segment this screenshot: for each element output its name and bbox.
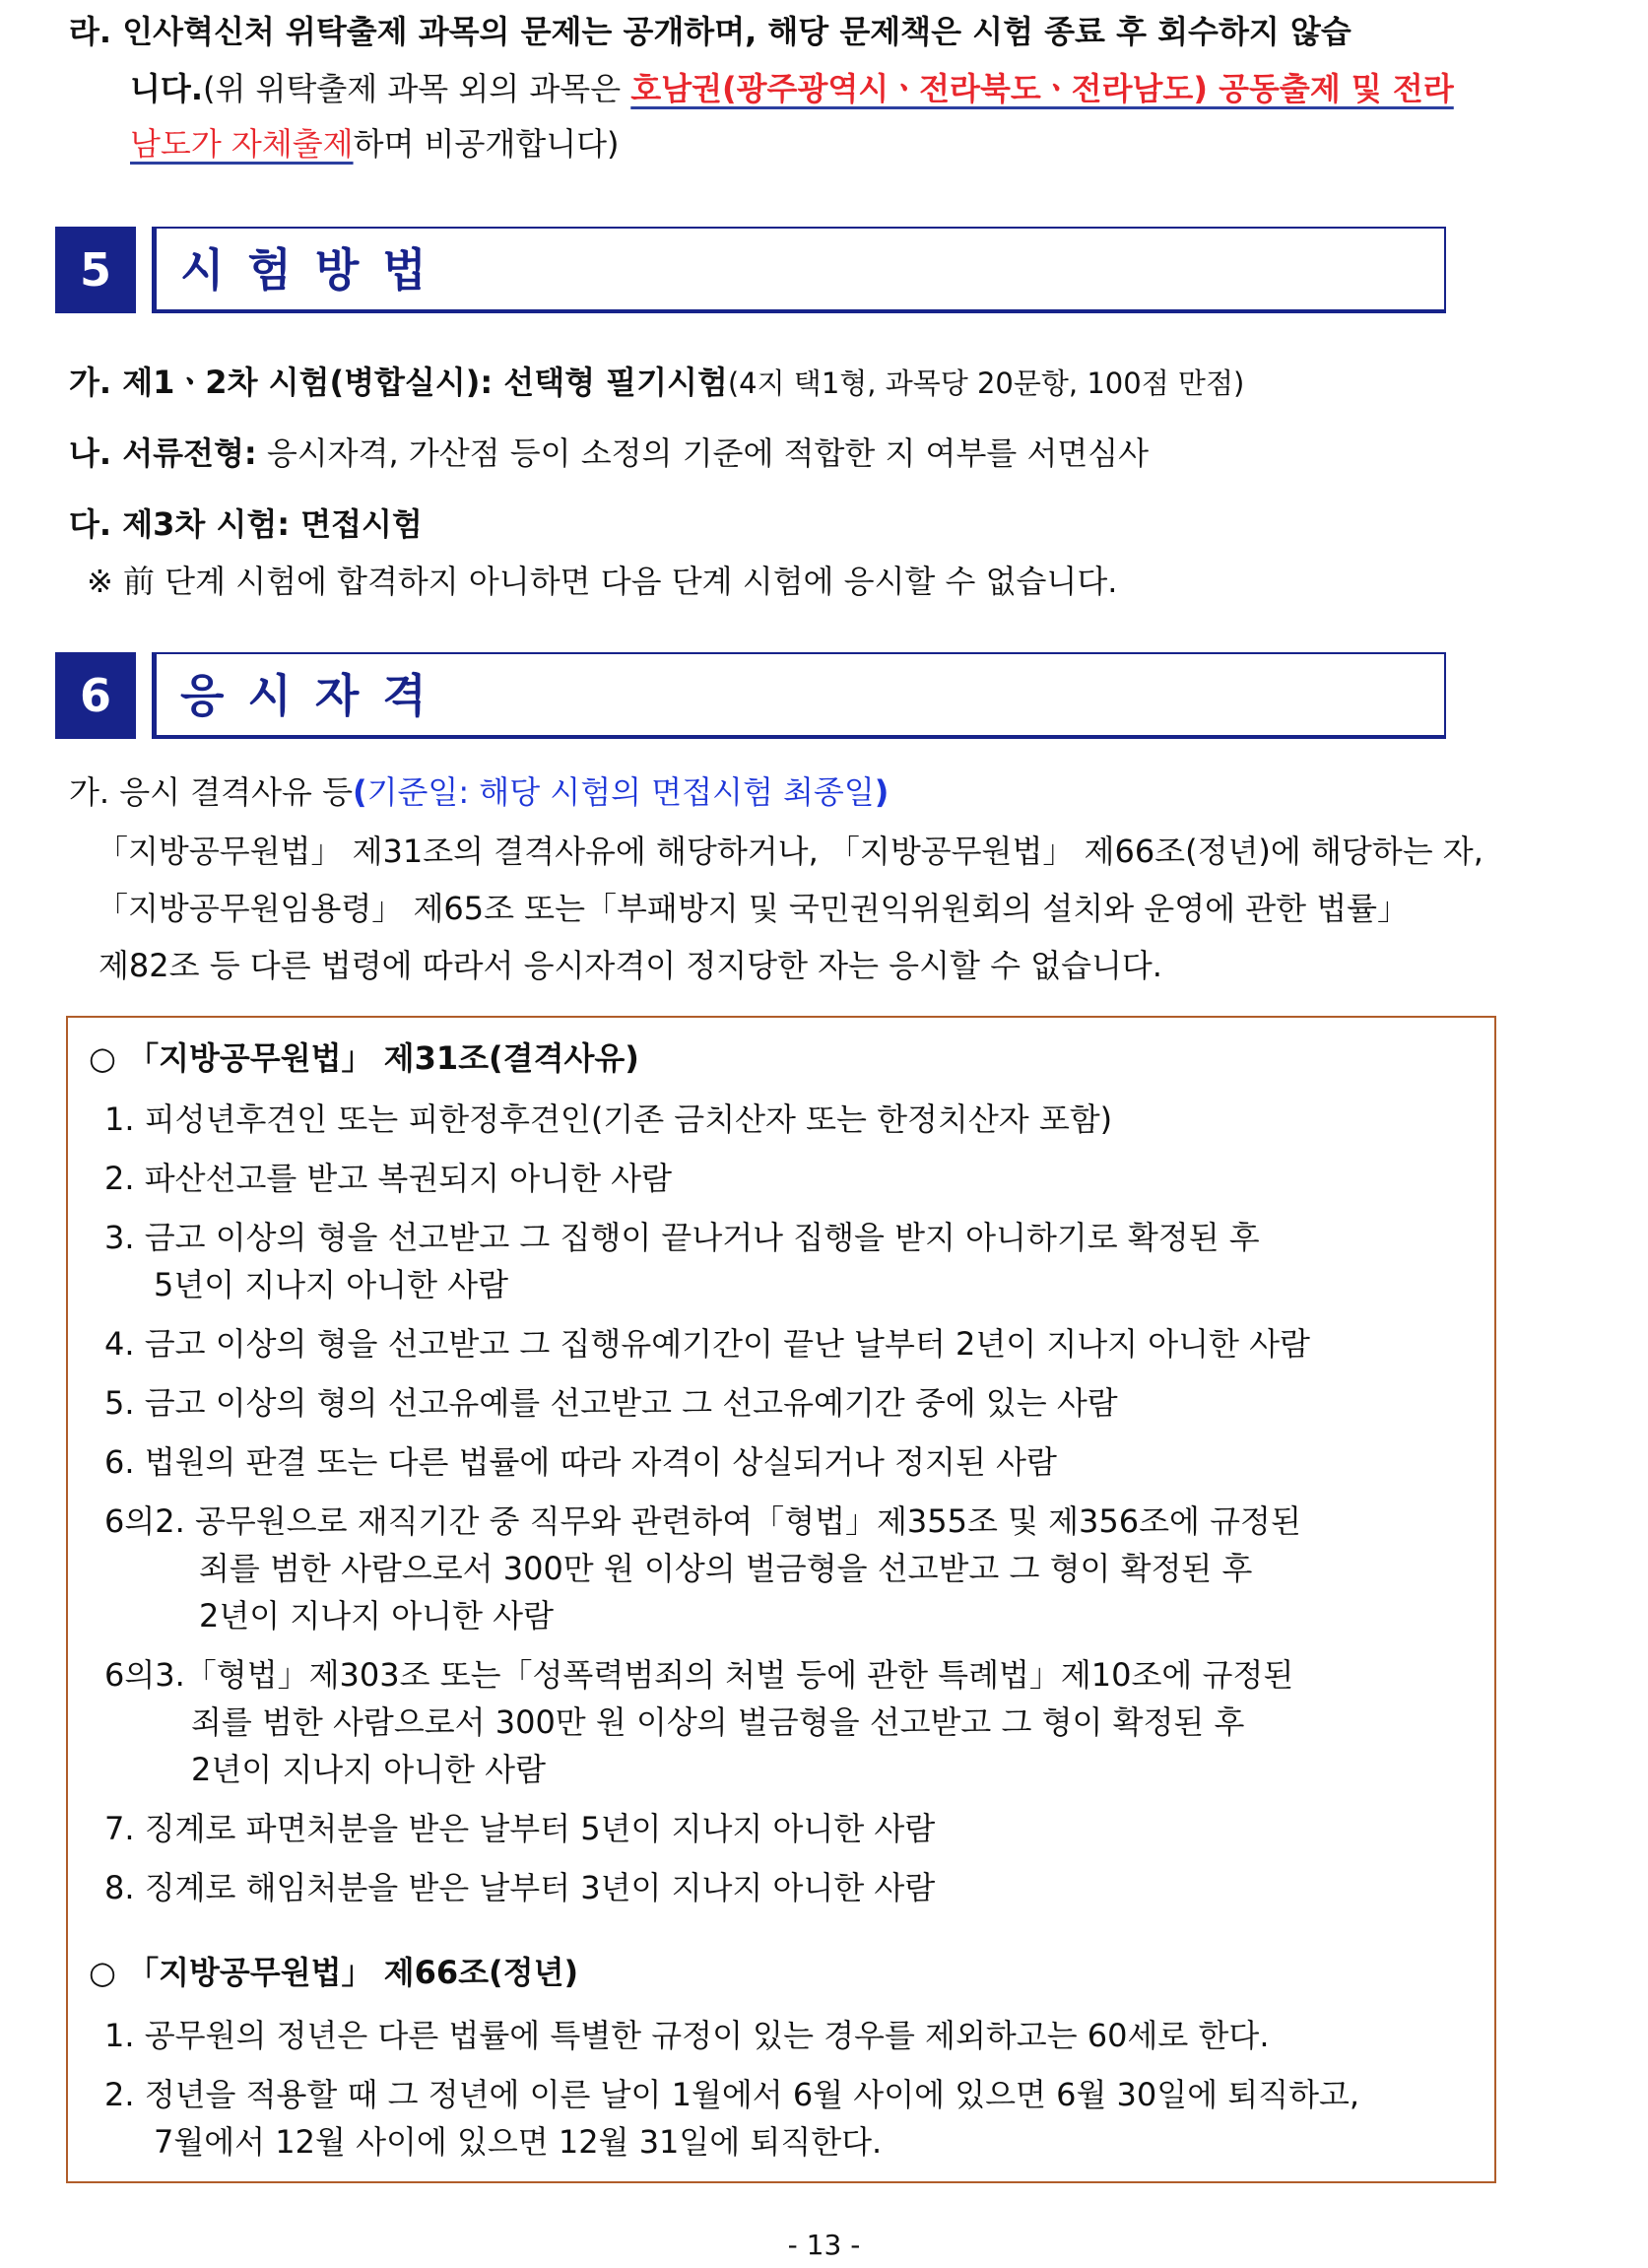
article-31-item: 5. 금고 이상의 형의 선고유예를 선고받고 그 선고유예기간 중에 있는 사람 bbox=[104, 1384, 1118, 1422]
article-31-item-continued: 2년이 지나지 아니한 사람 bbox=[199, 1597, 554, 1634]
intro-red-text-1: 호남권(광주광역시ㆍ전라북도ㆍ전라남도) 공동출제 및 전라 bbox=[630, 70, 1454, 107]
section-6-item-ga bbox=[69, 770, 889, 814]
section-5-title: 시험방법 bbox=[180, 243, 450, 297]
article-31-item: 6. 법원의 판결 또는 다른 법률에 따라 자격이 상실되거나 정지된 사람 bbox=[104, 1443, 1057, 1481]
section-5-item-ga bbox=[69, 361, 1244, 405]
section-6-ga-basis: 기준일: 해당 시험의 면접시험 최종일 bbox=[366, 773, 875, 811]
section-6-ga-paren-open: ( bbox=[352, 773, 367, 811]
article-66-heading: ○ 「지방공무원법」 제66조(정년) bbox=[89, 1954, 579, 1991]
section-6-number: 6 bbox=[55, 652, 136, 739]
intro-line-2 bbox=[130, 67, 1454, 110]
intro-line-2-text: (위 위탁출제 과목 외의 과목은 bbox=[202, 70, 631, 107]
section-6-title: 응시자격 bbox=[180, 669, 450, 722]
section-6-para-1: 「지방공무원법」 제31조의 결격사유에 해당하거나, 「지방공무원법」 제66조(정년)에 해당하는 자, bbox=[97, 833, 1483, 870]
section-5-ga-detail: (4지 택1형, 과목당 20문항, 100점 만점) bbox=[727, 367, 1245, 400]
article-31-item-continued: 죄를 범한 사람으로서 300만 원 이상의 벌금형을 선고받고 그 형이 확정된 후 bbox=[191, 1703, 1245, 1741]
article-31-item-continued: 2년이 지나지 아니한 사람 bbox=[191, 1751, 546, 1788]
article-31-heading: ○ 「지방공무원법」 제31조(결격사유) bbox=[89, 1039, 639, 1077]
article-31-item: 8. 징계로 해임처분을 받은 날부터 3년이 지나지 아니한 사람 bbox=[104, 1869, 936, 1906]
section-5-na-label: 나. 서류전형: bbox=[69, 434, 257, 472]
article-31-item: 3. 금고 이상의 형을 선고받고 그 집행이 끝나거나 집행을 받지 아니하기로 확정된 후 bbox=[104, 1219, 1260, 1256]
section-5-ga-label: 가. 제1ㆍ2차 시험(병합실시): 선택형 필기시험 bbox=[69, 364, 728, 401]
section-5-na-detail: 응시자격, 가산점 등이 소정의 기준에 적합한 지 여부를 서면심사 bbox=[256, 434, 1150, 472]
section-6-para-2: 「지방공무원임용령」 제65조 또는「부패방지 및 국민권익위원회의 설치와 운영에 관한 법률」 bbox=[97, 890, 1410, 927]
section-5-title-box bbox=[152, 227, 1446, 313]
intro-line-2-start: 니다. bbox=[130, 70, 203, 107]
article-66-item: 2. 정년을 적용할 때 그 정년에 이른 날이 1월에서 6월 사이에 있으면 6월 30일에 퇴직하고, bbox=[104, 2076, 1360, 2113]
article-31-item-continued: 죄를 범한 사람으로서 300만 원 이상의 벌금형을 선고받고 그 형이 확정된 후 bbox=[199, 1550, 1253, 1587]
article-66-item-continued: 7월에서 12월 사이에 있으면 12월 31일에 퇴직한다. bbox=[154, 2123, 883, 2161]
section-5-item-na bbox=[69, 432, 1149, 475]
article-66-item: 1. 공무원의 정년은 다른 법률에 특별한 규정이 있는 경우를 제외하고는 60세로 한다. bbox=[104, 2017, 1270, 2054]
section-5-note: ※ 前 단계 시험에 합격하지 아니하면 다음 단계 시험에 응시할 수 없습니다. bbox=[87, 563, 1118, 600]
article-31-item: 2. 파산선고를 받고 복권되지 아니한 사람 bbox=[104, 1160, 672, 1197]
page-number: - 13 - bbox=[787, 2229, 861, 2261]
section-5-item-da: 다. 제3차 시험: 면접시험 bbox=[69, 505, 423, 543]
section-6-title-box bbox=[152, 652, 1446, 739]
section-5-number: 5 bbox=[55, 227, 136, 313]
section-6-para-3: 제82조 등 다른 법령에 따라서 응시자격이 정지당한 자는 응시할 수 없습니다. bbox=[99, 947, 1162, 984]
intro-line-3 bbox=[130, 122, 620, 166]
article-31-item: 6의2. 공무원으로 재직기간 중 직무와 관련하여「형법」제355조 및 제356조에 규정된 bbox=[104, 1502, 1301, 1540]
section-6-ga-paren-close: ) bbox=[874, 773, 890, 811]
article-31-item: 1. 피성년후견인 또는 피한정후견인(기존 금치산자 또는 한정치산자 포함) bbox=[104, 1101, 1113, 1138]
section-6-ga-label: 가. 응시 결격사유 등 bbox=[69, 773, 353, 811]
article-31-item: 7. 징계로 파면처분을 받은 날부터 5년이 지나지 아니한 사람 bbox=[104, 1810, 936, 1847]
intro-red-text-2: 남도가 자체출제 bbox=[130, 125, 354, 163]
article-31-item: 6의3.「형법」제303조 또는「성폭력범죄의 처벌 등에 관한 특례법」제10조에 규정된 bbox=[104, 1656, 1294, 1694]
intro-line-1: 라. 인사혁신처 위탁출제 과목의 문제는 공개하며, 해당 문제책은 시험 종료 후 회수하지 않습 bbox=[69, 13, 1351, 50]
intro-line-3-text: 하며 비공개합니다) bbox=[353, 125, 620, 163]
article-31-item: 4. 금고 이상의 형을 선고받고 그 집행유예기간이 끝난 날부터 2년이 지나지 아니한 사람 bbox=[104, 1325, 1310, 1363]
article-31-item-continued: 5년이 지나지 아니한 사람 bbox=[154, 1266, 508, 1303]
